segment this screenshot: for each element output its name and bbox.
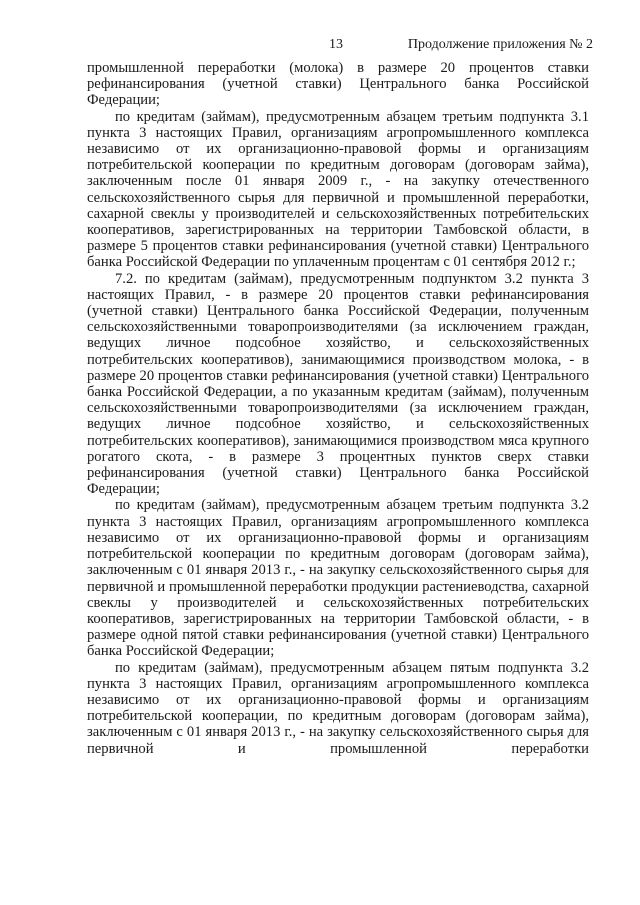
paragraph: по кредитам (займам), предусмотренным абзацем третьим подпункта 3.2 пункта 3 настоящих Правил, организациям агропромышленного комплекса независимо от их организационно-правовой формы и организациям потребительской кооперации по кредитным договорам (договорам займа), заключенным с 01 января 2013 г., - на закупку сельскохозяйственного сырья для первичной и промышленной переработки продукции растениеводства, сахарной свеклы у производителей и сельскохозяйственных потребительских кооперативов, зарегистрированных на территории Тамбовской области, - в размере одной пятой ставки рефинансирования (учетной ставки) Центрального банка Российской Федерации;	[87, 497, 589, 660]
paragraph: по кредитам (займам), предусмотренным абзацем третьим подпункта 3.1 пункта 3 настоящих Правил, организациям агропромышленного комплекса независимо от их организационно-правовой формы и организациям потребительской кооперации по кредитным договорам (договорам займа), заключенным после 01 января 2009 г., - на закупку отечественного сельскохозяйственного сырья для первичной и промышленной переработки, сахарной свеклы у производителей и сельскохозяйственных потребительских кооперативов, зарегистрированных на территории Тамбовской области, в размере 5 процентов ставки рефинансирования (учетной ставки) Центрального банка Российской Федерации по уплаченным процентам с 01 сентября 2012 г.;	[87, 108, 589, 271]
paragraph: промышленной переработки (молока) в размере 20 процентов ставки рефинансирования (учетной ставки) Центрального банка Российской Федерации;	[87, 60, 589, 109]
paragraph: 7.2. по кредитам (займам), предусмотренным подпунктом 3.2 пункта 3 настоящих Правил, - в размере 20 процентов ставки рефинансирования (учетной ставки) Центрального банка Российской Федерации, полученным сельскохозяйственными товаропроизводителями (за исключением граждан, ведущих личное подсобное хозяйство, и сельскохозяйственных потребительских кооперативов), занимающимися производством молока, - в размере 20 процентов ставки рефинансирования (учетной ставки) Центрального банка Российской Федерации, а по указанным кредитам (займам), полученным сельскохозяйственными товаропроизводителями (за исключением граждан, ведущих личное подсобное хозяйство, и сельскохозяйственных потребительских кооперативов), занимающимися производством мяса крупного рогатого скота, - в размере 3 процентных пунктов сверх ставки рефинансирования (учетной ставки) Центрального банка Российской Федерации;	[87, 270, 589, 498]
document-body	[87, 60, 589, 757]
appendix-continuation-header: Продолжение приложения № 2	[407, 37, 593, 52]
paragraph: по кредитам (займам), предусмотренным абзацем пятым подпункта 3.2 пункта 3 настоящих Правил, организациям агропромышленного комплекса независимо от их организационно-правовой формы и организациям потребительской кооперации, по кредитным договорам (договорам займа), заключенным с 01 января 2013 г., - на закупку сельскохозяйственного сырья для первичной и промышленной переработки	[87, 659, 589, 757]
page-number: 13	[329, 37, 343, 52]
